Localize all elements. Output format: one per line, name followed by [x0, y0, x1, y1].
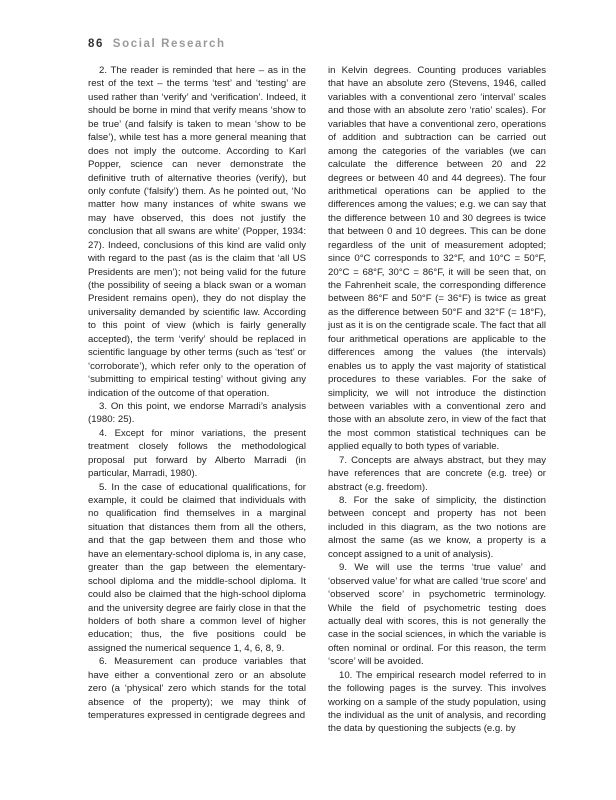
note-6-continued: in Kelvin degrees. Counting produces variables that have an absolute zero (Stevens, 1946, called variables with a conventional zero ‘interval’ scales and those with an absolute zero ‘ratio’ scales). For variables that have a conventional zero, operations of addition and subtraction can be carried out among the categories of the variables (we can calculate the difference between 20 and 22 degrees or between 40 and 44 degrees). The four arithmetical operations can be applied to the differences among the values; e.g. we can say that the difference between 10 and 30 degrees is twice that between 0 and 10 degrees. This can be done regardless of the unit of measurement adopted; since 0°C corresponds to 32°F, and 10°C = 50°F, 20°C = 68°F, 30°C = 86°F, it will be seen that, on the Fahrenheit scale, the corresponding difference between 86°F and 50°F (= 36°F) is twice as great as the difference between 50°F and 32°F (= 18°F), just as it is on the centigrade scale. The fact that all four arithmetical operations are applicable to the differences among the values (the intervals) enables us to apply the vast majority of statistical procedures to these variables. For the sake of simplicity, we will not introduce the distinction between variables with a conventional zero and those with an absolute zero, in view of the fact that the most common statistical techniques can be applied equally to both types of variable.	[328, 65, 546, 453]
note-3: 3. On this point, we endorse Marradi’s analysis (1980: 25).	[88, 400, 306, 426]
notes-column-left	[88, 64, 306, 722]
note-9: 9. We will use the terms ‘true value’ and ‘observed value’ for what are called ‘true score’ and ‘observed score’ in psychometric terminology. While the field of psychometric testing does actually deal with scores, this is not generally the case in the social sciences, in which the variable is often nominal or ordinal. For this reason, the term ‘score’ will be avoided.	[328, 562, 546, 668]
note-8: 8. For the sake of simplicity, the distinction between concept and property has not been included in this diagram, as the two notions are almost the same (as we know, a property is a concept assigned to a unit of analysis).	[328, 495, 546, 560]
note-2: 2. The reader is reminded that here – as in the rest of the text – the terms ‘test’ and ‘testing’ are used rather than ‘verify’ and ‘verification’. Indeed, it should be borne in mind that verify means ‘show to be true’ (and falsify is taken to mean ‘show to be false’), while test has a more general meaning that does not imply the outcome. According to Karl Popper, science can never demonstrate the definitive truth of alternative theories (verify), but only confute (‘falsify’) them. As he pointed out, ‘No matter how many instances of white swans we may have observed, this does not justify the conclusion that all swans are white’ (Popper, 1934: 27). Indeed, conclusions of this kind are valid only with regard to the past (as is the claim that ‘all US Presidents are men’); not being valid for the future (the possibility of seeing a black swan or a woman President remains open), they do not display the universality demanded by scientific law. According to this point of view (which is fairly generally accepted), the term ‘verify’ should be replaced in scientific language by other terms (such as ‘test’ or ‘corroborate’), which refer only to the operation of ‘submitting to empirical testing’ without giving any indication of the outcome of that operation.	[88, 65, 306, 399]
note-4: 4. Except for minor variations, the present treatment closely follows the methodological proposal put forward by Alberto Marradi (in particular, Marradi, 1980).	[88, 427, 306, 480]
notes-column-right	[328, 64, 546, 736]
note-6: 6. Measurement can produce variables that have either a conventional zero or an absolute zero (a ‘physical’ zero which stands for the total absence of the property); we may think of temperatures expressed in centigrade degrees and	[88, 656, 306, 721]
page-number: 86	[88, 38, 104, 50]
running-title: Social Research	[112, 38, 226, 50]
note-7: 7. Concepts are always abstract, but they may have references that are concrete (e.g. tree) or abstract (e.g. freedom).	[328, 454, 546, 493]
note-5: 5. In the case of educational qualifications, for example, it could be claimed that individuals with no qualification find themselves in a marginal situation that distances them from all the others, and that the gap between them and those who have an elementary-school diploma is, in any case, greater than the gap between the elementary-school diploma and the middle-school diploma. It could also be claimed that the high-school diploma and the university degree are fairly close in that the holders of both share a common level of higher education; thus, the five positions could be assigned the numerical sequence 1, 4, 6, 8, 9.	[88, 481, 306, 654]
running-header	[88, 38, 226, 50]
note-10: 10. The empirical research model referred to in the following pages is the survey. This involves working on a sample of the study population, using the individual as the unit of analysis, and recording the data by questioning the subjects (e.g. by	[328, 669, 546, 735]
